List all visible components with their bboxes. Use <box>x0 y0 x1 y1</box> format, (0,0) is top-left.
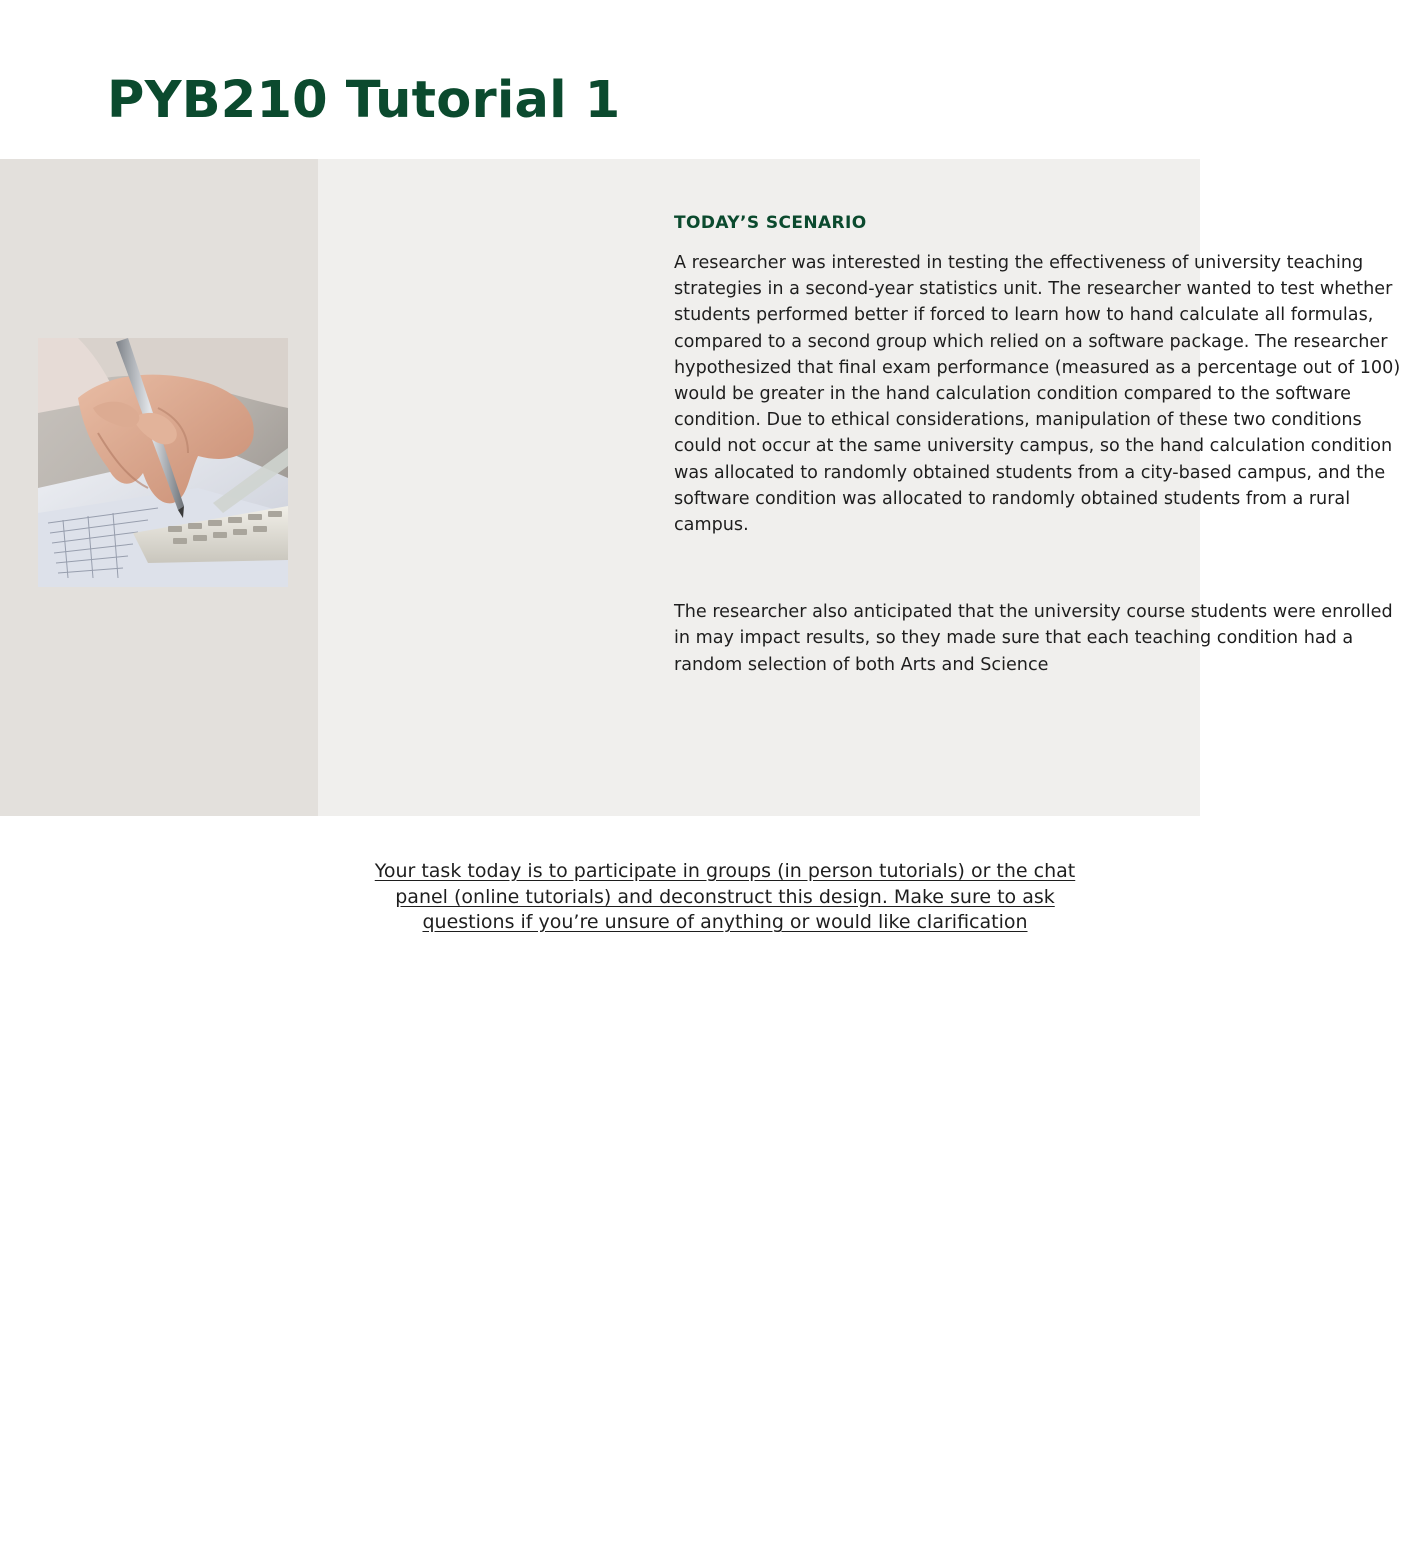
scenario-heading: TODAY’S SCENARIO <box>674 213 867 233</box>
scenario-paragraph-2: The researcher also anticipated that the university course students were enrolled in may impact results, so they made sure that each teaching condition had a random selection of both Arts and Science <box>674 602 1393 675</box>
task-instructions: Your task today is to participate in groups (in person tutorials) or the chat panel (online tutorials) and deconstruct this design. Make sure to ask questions if you’re unsure of anything or would like clarification <box>374 860 1076 933</box>
scenario-paragraph-1: A researcher was interested in testing the effectiveness of university teaching strategies in a second-year statistics unit. The researcher wanted to test whether students performed better if forced to learn how to hand calculate all formulas, compared to a second group which relied on a software package. The researcher hypothesized that final exam performance (measured as a percentage out of 100) would be greater in the hand calculation condition compared to the software condition. Due to ethical considerations, manipulation of these two conditions could not occur at the same university campus, so the hand calculation condition was allocated to randomly obtained students from a city-based campus, and the software condition was allocated to randomly obtained students from a rural campus. <box>674 253 1401 536</box>
scenario-band <box>0 159 1401 816</box>
scenario-content <box>674 211 1414 678</box>
sidebar-panel <box>0 159 318 816</box>
page-title: PYB210 Tutorial 1 <box>107 71 621 130</box>
photo-hand-writing-calculator <box>38 338 288 587</box>
scenario-panel <box>318 159 1401 816</box>
